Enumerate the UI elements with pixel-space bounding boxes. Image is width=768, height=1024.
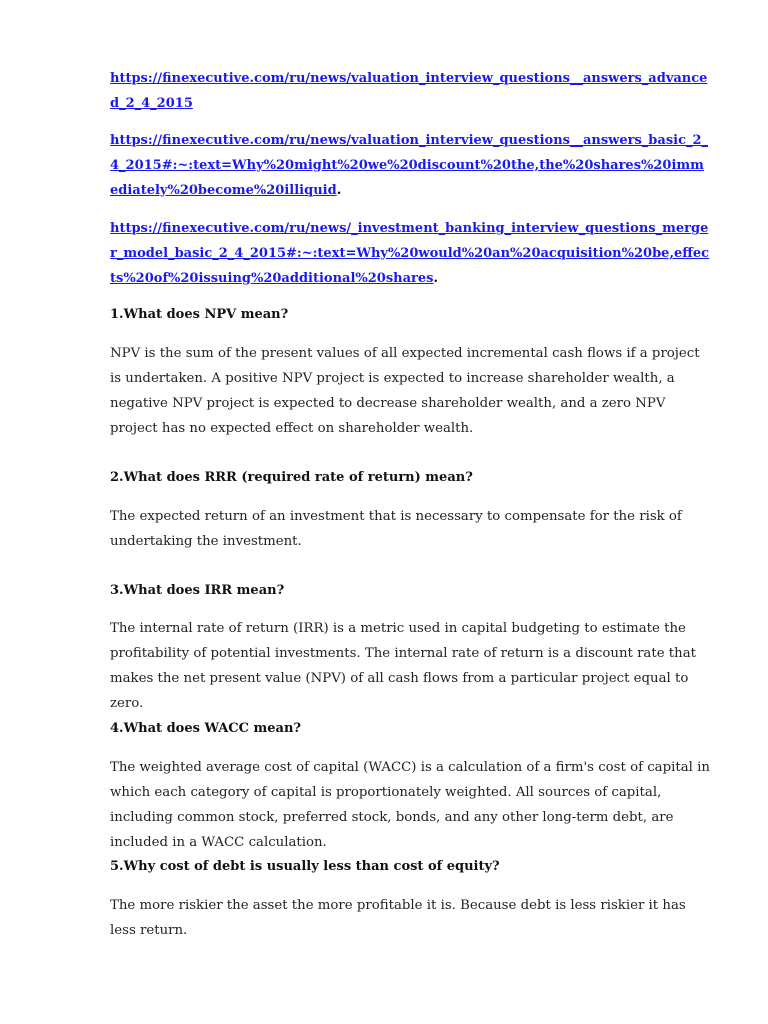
answer-paragraph-4: The weighted average cost of capital (WACC) is a calculation of a firm's cost of capital in which each category of capital is proportionately weighted. All sources of capital, including common stock, preferred stock, bonds, and any other long-term debt, are included in a WACC calculation. bbox=[110, 760, 710, 850]
answer-paragraph-2: The expected return of an investment that is necessary to compensate for the risk of undertaking the investment. bbox=[110, 509, 682, 549]
reference-link-2 bbox=[110, 128, 710, 203]
question-heading-5: 5.Why cost of debt is usually less than cost of equity? bbox=[110, 859, 500, 874]
question-heading-4: 4.What does WACC mean? bbox=[110, 721, 302, 736]
reference-link-3-anchor[interactable]: https://finexecutive.com/ru/news/_investment_banking_interview_questions_merger_model_basic_2_4_2015#:~:text=Why%20would%20an%20acquisition%20be,effects%20of%20issuing%20additional%20shares bbox=[110, 221, 710, 286]
reference-link-2-trailing: . bbox=[336, 183, 342, 198]
question-heading-1: 1.What does NPV mean? bbox=[110, 307, 289, 322]
answer-paragraph-3: The internal rate of return (IRR) is a metric used in capital budgeting to estimate the profitability of potential investments. The internal rate of return is a discount rate that makes the net present value (NPV) of all cash flows from a particular project equal to zero. bbox=[110, 621, 696, 711]
answer-paragraph-1: NPV is the sum of the present values of all expected incremental cash flows if a project is undertaken. A positive NPV project is expected to increase shareholder wealth, a negative NPV project is expected to decrease shareholder wealth, and a zero NPV project has no expected effect on shareholder wealth. bbox=[110, 346, 700, 436]
reference-link-3 bbox=[110, 216, 710, 291]
reference-link-2-anchor[interactable]: https://finexecutive.com/ru/news/valuation_interview_questions__answers_basic_2_4_2015#:~:text=Why%20might%20we%20discount%20the,the%20shares%20immediately%20become%20illiquid bbox=[110, 133, 709, 198]
question-heading-2: 2.What does RRR (required rate of return) mean? bbox=[110, 470, 473, 485]
reference-link-1-anchor[interactable]: https://finexecutive.com/ru/news/valuation_interview_questions__answers_advanced_2_4_2015 bbox=[110, 71, 708, 111]
reference-link-1 bbox=[110, 66, 710, 116]
reference-link-3-trailing: . bbox=[433, 271, 439, 286]
question-heading-3: 3.What does IRR mean? bbox=[110, 583, 285, 598]
answer-paragraph-5: The more riskier the asset the more profitable it is. Because debt is less riskier it has less return. bbox=[110, 898, 686, 938]
